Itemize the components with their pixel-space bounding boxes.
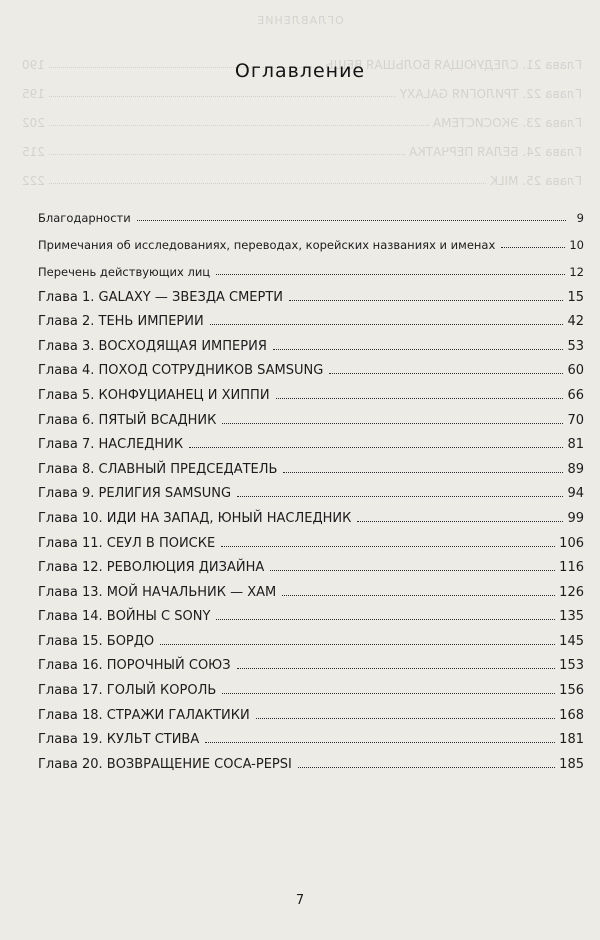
toc-entry-title: Глава 1. GALAXY — ЗВЕЗДА СМЕРТИ (38, 289, 284, 305)
page-title: Оглавление (234, 60, 366, 82)
toc-chapter-entry (38, 305, 584, 329)
dot-leader (160, 644, 555, 645)
toc-entry-title: Глава 17. ГОЛЫЙ КОРОЛЬ (38, 683, 217, 699)
toc-entry-title: Глава 5. КОНФУЦИАНЕЦ И ХИППИ (38, 387, 270, 403)
dot-leader (256, 718, 555, 719)
ghost-line-title: Глава 21. СЛЕДУЮЩАЯ БОЛЬШАЯ ВЕЩЬ (325, 58, 582, 72)
toc-entry-page: 94 (567, 486, 584, 502)
ghost-line-page: 190 (22, 58, 45, 72)
dot-leader (222, 423, 563, 424)
dot-leader (237, 496, 563, 497)
table-of-contents (38, 199, 584, 772)
toc-entry-page: 10 (569, 238, 584, 253)
dot-leader (282, 595, 555, 596)
dot-leader (137, 220, 566, 221)
dot-leader (189, 447, 563, 448)
toc-entry-title: Глава 12. РЕВОЛЮЦИЯ ДИЗАЙНА (38, 560, 265, 576)
dot-leader (222, 693, 555, 694)
dot-leader (276, 398, 564, 399)
toc-front-entry (38, 226, 584, 252)
toc-chapter-entry (38, 600, 584, 624)
toc-entry-page: 99 (567, 510, 584, 526)
toc-chapter-entry (38, 551, 584, 575)
dot-leader (270, 570, 555, 571)
toc-entry-page: 181 (559, 732, 584, 748)
toc-entry-title: Глава 13. МОЙ НАЧАЛЬНИК — ХАМ (38, 584, 277, 600)
dot-leader (289, 300, 563, 301)
toc-entry-page: 135 (559, 609, 584, 625)
ghost-line-title: Глава 23. ЭКОСИСТЕМА (432, 116, 582, 130)
toc-entry-title: Перечень действующих лиц (38, 265, 211, 280)
dot-leader (216, 274, 565, 275)
toc-chapter-entry (38, 699, 584, 723)
page-number: 7 (295, 893, 305, 908)
dot-leader (210, 324, 564, 325)
toc-chapter-entry (38, 723, 584, 747)
toc-front-entry (38, 199, 584, 225)
toc-entry-title: Глава 14. ВОЙНЫ С SONY (38, 609, 211, 625)
toc-chapter-entry (38, 674, 584, 698)
dot-leader (283, 472, 563, 473)
toc-chapter-entry (38, 625, 584, 649)
ghost-line-page: 195 (22, 87, 45, 101)
toc-chapter-entry (38, 404, 584, 428)
toc-entry-title: Глава 11. СЕУЛ В ПОИСКЕ (38, 535, 216, 551)
dot-leader (273, 349, 564, 350)
toc-chapter-entry (38, 354, 584, 378)
toc-entry-page: 15 (567, 289, 584, 305)
ghost-line-title: Глава 24. БЕЛАЯ ПЕРЧАТКА (408, 145, 582, 159)
toc-entry-page: 145 (559, 633, 584, 649)
toc-entry-page: 153 (559, 658, 584, 674)
toc-entry-page: 9 (576, 211, 584, 225)
toc-entry-title: Глава 4. ПОХОД СОТРУДНИКОВ SAMSUNG (38, 363, 324, 379)
ghost-line-title: Глава 22. ТРИЛОГИЯ GALAXY (399, 87, 582, 101)
toc-entry-title: Глава 6. ПЯТЫЙ ВСАДНИК (38, 412, 217, 428)
ghost-line-title: Глава 25. MILK (490, 174, 582, 188)
toc-entry-page: 89 (567, 461, 584, 477)
toc-front-entry (38, 253, 584, 279)
toc-entry-page: 185 (559, 756, 584, 772)
dot-leader (329, 373, 563, 374)
toc-entry-title: Глава 16. ПОРОЧНЫЙ СОЮЗ (38, 658, 231, 674)
toc-entry-title: Глава 10. ИДИ НА ЗАПАД, ЮНЫЙ НАСЛЕДНИК (38, 510, 352, 526)
toc-entry-title: Примечания об исследованиях, переводах, корейских названиях и именах (38, 238, 496, 253)
toc-chapter-entry (38, 502, 584, 526)
toc-chapter-entry (38, 428, 584, 452)
toc-entry-page: 106 (559, 535, 584, 551)
toc-entry-title: Глава 3. ВОСХОДЯЩАЯ ИМПЕРИЯ (38, 338, 267, 354)
ghost-line (22, 145, 582, 159)
toc-entry-page: 156 (559, 683, 584, 699)
toc-entry-title: Глава 18. СТРАЖИ ГАЛАКТИКИ (38, 707, 250, 723)
toc-chapter-entry (38, 649, 584, 673)
toc-entry-title: Глава 2. ТЕНЬ ИМПЕРИИ (38, 314, 204, 330)
toc-entry-title: Глава 7. НАСЛЕДНИК (38, 437, 184, 453)
toc-entry-page: 126 (559, 584, 584, 600)
dot-leader (501, 247, 565, 248)
dot-leader (221, 546, 555, 547)
dot-leader (298, 767, 555, 768)
toc-chapter-entry (38, 281, 584, 305)
toc-entry-title: Глава 20. ВОЗВРАЩЕНИЕ COCA-PEPSI (38, 756, 292, 772)
ghost-line (22, 174, 582, 188)
toc-chapter-entry (38, 576, 584, 600)
toc-chapter-entry (38, 748, 584, 772)
ghost-line (22, 87, 582, 101)
toc-entry-page: 168 (559, 707, 584, 723)
toc-entry-title: Глава 19. КУЛЬТ СТИВА (38, 732, 200, 748)
toc-entry-title: Благодарности (38, 211, 131, 225)
dot-leader (216, 619, 555, 620)
toc-entry-page: 53 (567, 338, 584, 354)
toc-entry-title: Глава 8. СЛАВНЫЙ ПРЕДСЕДАТЕЛЬ (38, 461, 278, 477)
dot-leader (237, 668, 556, 669)
toc-entry-title: Глава 9. РЕЛИГИЯ SAMSUNG (38, 486, 232, 502)
ghost-line (22, 116, 582, 130)
toc-chapter-entry (38, 379, 584, 403)
ghost-line-page: 215 (22, 145, 45, 159)
toc-chapter-entry (38, 527, 584, 551)
ghost-line-page: 222 (22, 174, 45, 188)
toc-entry-page: 42 (567, 314, 584, 330)
toc-entry-page: 116 (559, 560, 584, 576)
toc-entry-page: 66 (567, 387, 584, 403)
ghost-running-head: ОГЛАВЛЕНИЕ (256, 14, 344, 27)
dot-leader (205, 742, 555, 743)
toc-entry-title: Глава 15. БОРДО (38, 633, 155, 649)
toc-chapter-entry (38, 477, 584, 501)
dot-leader (357, 521, 563, 522)
ghost-line-page: 202 (22, 116, 45, 130)
toc-entry-page: 81 (567, 437, 584, 453)
bleed-through-text (0, 0, 600, 200)
toc-entry-page: 70 (567, 412, 584, 428)
toc-chapter-entry (38, 330, 584, 354)
toc-entry-page: 12 (569, 265, 584, 280)
toc-chapter-entry (38, 453, 584, 477)
toc-entry-page: 60 (567, 363, 584, 379)
